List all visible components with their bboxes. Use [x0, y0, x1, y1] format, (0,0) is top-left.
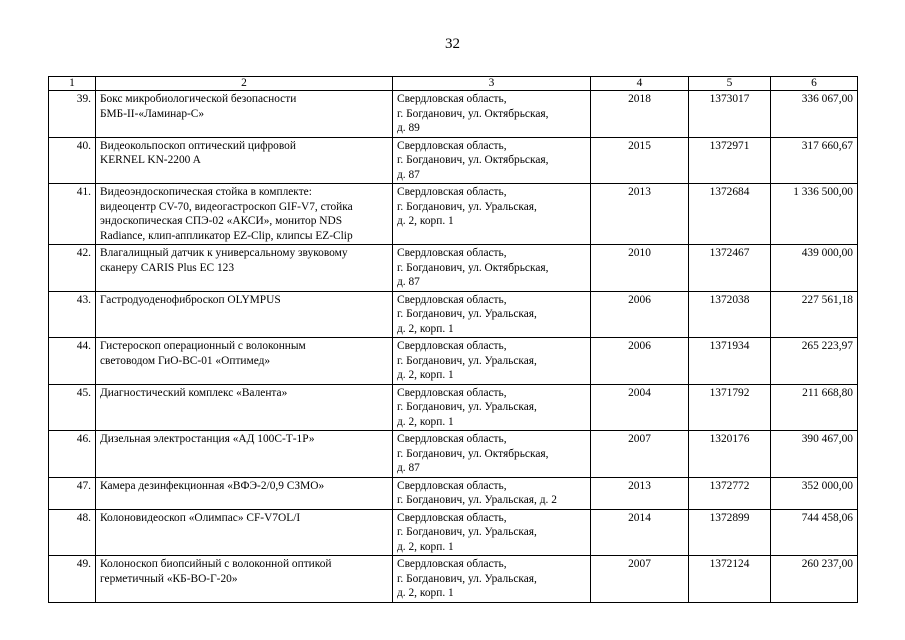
table-row — [49, 291, 858, 338]
item-price: 260 237,00 — [771, 556, 858, 603]
item-address-line: г. Богданович, ул. Уральская, — [397, 200, 537, 213]
item-address — [393, 431, 591, 478]
table-row — [49, 556, 858, 603]
item-address — [393, 477, 591, 509]
row-number: 47. — [49, 477, 96, 509]
inventory-number: 1373017 — [689, 91, 771, 138]
item-address-line: Свердловская область, — [397, 139, 507, 152]
inventory-number: 1372038 — [689, 291, 771, 338]
inventory-number: 1372467 — [689, 245, 771, 292]
inventory-number: 1320176 — [689, 431, 771, 478]
item-price: 744 458,06 — [771, 509, 858, 556]
row-number: 48. — [49, 509, 96, 556]
item-name — [96, 384, 393, 431]
item-name-line: Дизельная электростанция «АД 100С-Т-1Р» — [100, 433, 315, 445]
column-header: 4 — [591, 77, 689, 91]
item-address-line: Свердловская область, — [397, 93, 507, 105]
item-name-line: Видеоэндоскопическая стойка в комплекте: — [100, 186, 312, 198]
row-number: 41. — [49, 184, 96, 245]
item-year: 2006 — [591, 291, 689, 338]
table-row — [49, 91, 858, 138]
item-name-line: Влагалищный датчик к универсальному звуковому — [100, 247, 348, 259]
item-address-line: Свердловская область, — [397, 186, 507, 198]
item-name-line: Видеокольпоскоп оптический цифровой — [100, 139, 296, 152]
table-body — [49, 91, 858, 603]
column-header: 3 — [393, 77, 591, 91]
item-price: 265 223,97 — [771, 338, 858, 385]
row-number: 49. — [49, 556, 96, 603]
item-address-line: г. Богданович, ул. Уральская, — [397, 354, 537, 367]
inventory-number: 1372684 — [689, 184, 771, 245]
item-name-line: Диагностический комплекс «Валента» — [100, 386, 288, 399]
item-price: 439 000,00 — [771, 245, 858, 292]
item-address-line: д. 2, корп. 1 — [397, 587, 454, 599]
item-address-line: г. Богданович, ул. Уральская, — [397, 526, 537, 538]
item-price: 1 336 500,00 — [771, 184, 858, 245]
item-address — [393, 509, 591, 556]
item-year: 2006 — [591, 338, 689, 385]
item-name-line: Гистероскоп операционный с волоконным — [100, 340, 306, 352]
item-address-line: Свердловская область, — [397, 247, 507, 259]
item-address — [393, 338, 591, 385]
item-name-line: эндоскопическая СПЭ-02 «АКСИ», монитор NDS — [100, 215, 343, 227]
item-year: 2010 — [591, 245, 689, 292]
row-number: 40. — [49, 137, 96, 184]
item-year: 2004 — [591, 384, 689, 431]
item-name-line: БМБ-II-«Ламинар-С» — [100, 107, 205, 120]
item-address — [393, 384, 591, 431]
item-address-line: г. Богданович, ул. Уральская, — [397, 572, 537, 585]
table-header-row — [49, 77, 858, 91]
page-number: 32 — [445, 36, 460, 52]
item-name — [96, 431, 393, 478]
item-name-line: Гастродуоденофиброскоп OLYMPUS — [100, 293, 281, 306]
item-address-line: д. 2, корп. 1 — [397, 322, 454, 335]
item-address — [393, 137, 591, 184]
table-row — [49, 184, 858, 245]
item-address — [393, 556, 591, 603]
item-address-line: г. Богданович, ул. Октябрьская, — [397, 107, 549, 120]
item-address — [393, 91, 591, 138]
column-header: 6 — [771, 77, 858, 91]
item-price: 211 668,80 — [771, 384, 858, 431]
item-price: 317 660,67 — [771, 137, 858, 184]
item-address-line: д. 87 — [397, 168, 420, 181]
row-number: 39. — [49, 91, 96, 138]
item-address-line: д. 87 — [397, 462, 420, 474]
item-address-line: Свердловская область, — [397, 558, 507, 570]
item-name-line: сканеру CARIS Plus EC 123 — [100, 261, 235, 274]
item-name — [96, 338, 393, 385]
item-name — [96, 509, 393, 556]
item-price: 352 000,00 — [771, 477, 858, 509]
item-name-line: Колоноскоп биопсийный с волоконной оптикой — [100, 558, 332, 570]
item-address-line: Свердловская область, — [397, 479, 507, 492]
inventory-number: 1372899 — [689, 509, 771, 556]
item-name-line: видеоцентр CV-70, видеогастроскоп GIF-V7, стойка — [100, 200, 353, 213]
item-price: 336 067,00 — [771, 91, 858, 138]
table-row — [49, 477, 858, 509]
item-name-line: Бокс микробиологической безопасности — [100, 93, 297, 105]
table-row — [49, 245, 858, 292]
item-address-line: д. 87 — [397, 276, 420, 288]
item-year: 2007 — [591, 431, 689, 478]
table-row — [49, 509, 858, 556]
inventory-number: 1372971 — [689, 137, 771, 184]
row-number: 45. — [49, 384, 96, 431]
table-row — [49, 431, 858, 478]
item-year: 2015 — [591, 137, 689, 184]
item-address-line: д. 2, корп. 1 — [397, 369, 454, 381]
item-name-line: герметичный «КБ-ВО-Г-20» — [100, 572, 238, 585]
item-price: 390 467,00 — [771, 431, 858, 478]
item-address-line: Свердловская область, — [397, 340, 507, 352]
inventory-number: 1371934 — [689, 338, 771, 385]
inventory-number: 1372124 — [689, 556, 771, 603]
item-address-line: д. 2, корп. 1 — [397, 415, 454, 428]
item-year: 2014 — [591, 509, 689, 556]
column-header: 5 — [689, 77, 771, 91]
item-year: 2018 — [591, 91, 689, 138]
item-name — [96, 477, 393, 509]
item-year: 2013 — [591, 184, 689, 245]
row-number: 46. — [49, 431, 96, 478]
item-address-line: г. Богданович, ул. Уральская, — [397, 308, 537, 320]
item-name — [96, 245, 393, 292]
item-address-line: г. Богданович, ул. Уральская, д. 2 — [397, 494, 557, 506]
item-price: 227 561,18 — [771, 291, 858, 338]
item-year: 2007 — [591, 556, 689, 603]
inventory-number: 1372772 — [689, 477, 771, 509]
table-row — [49, 137, 858, 184]
item-name — [96, 91, 393, 138]
item-address-line: Свердловская область, — [397, 511, 507, 524]
item-name-line: Radiance, клип-аппликатор EZ-Clip, клипсы EZ-Clip — [100, 229, 353, 242]
column-header: 1 — [49, 77, 96, 91]
row-number: 43. — [49, 291, 96, 338]
column-header: 2 — [96, 77, 393, 91]
item-name — [96, 291, 393, 338]
item-name-line: KERNEL KN-2200 A — [100, 154, 201, 166]
row-number: 44. — [49, 338, 96, 385]
item-address-line: г. Богданович, ул. Октябрьская, — [397, 447, 549, 460]
item-address-line: д. 2, корп. 1 — [397, 540, 454, 553]
item-name-line: Колоновидеоскоп «Олимпас» CF-V7OL/I — [100, 511, 301, 524]
item-name-line: Камера дезинфекционная «ВФЭ-2/0,9 СЗМО» — [100, 479, 325, 492]
item-name — [96, 184, 393, 245]
item-name — [96, 137, 393, 184]
item-address-line: Свердловская область, — [397, 433, 507, 445]
item-address — [393, 184, 591, 245]
item-name-line: световодом ГиО-ВС-01 «Оптимед» — [100, 354, 271, 367]
item-address-line: г. Богданович, ул. Октябрьская, — [397, 154, 549, 166]
item-address-line: г. Богданович, ул. Октябрьская, — [397, 261, 549, 274]
item-address-line: Свердловская область, — [397, 293, 507, 306]
item-address — [393, 245, 591, 292]
inventory-table — [48, 76, 858, 603]
item-name — [96, 556, 393, 603]
item-year: 2013 — [591, 477, 689, 509]
item-address-line: д. 2, корп. 1 — [397, 215, 454, 227]
table-row — [49, 338, 858, 385]
row-number: 42. — [49, 245, 96, 292]
item-address-line: г. Богданович, ул. Уральская, — [397, 401, 537, 413]
item-address-line: д. 89 — [397, 122, 420, 134]
inventory-number: 1371792 — [689, 384, 771, 431]
item-address — [393, 291, 591, 338]
item-address-line: Свердловская область, — [397, 386, 507, 399]
table-row — [49, 384, 858, 431]
